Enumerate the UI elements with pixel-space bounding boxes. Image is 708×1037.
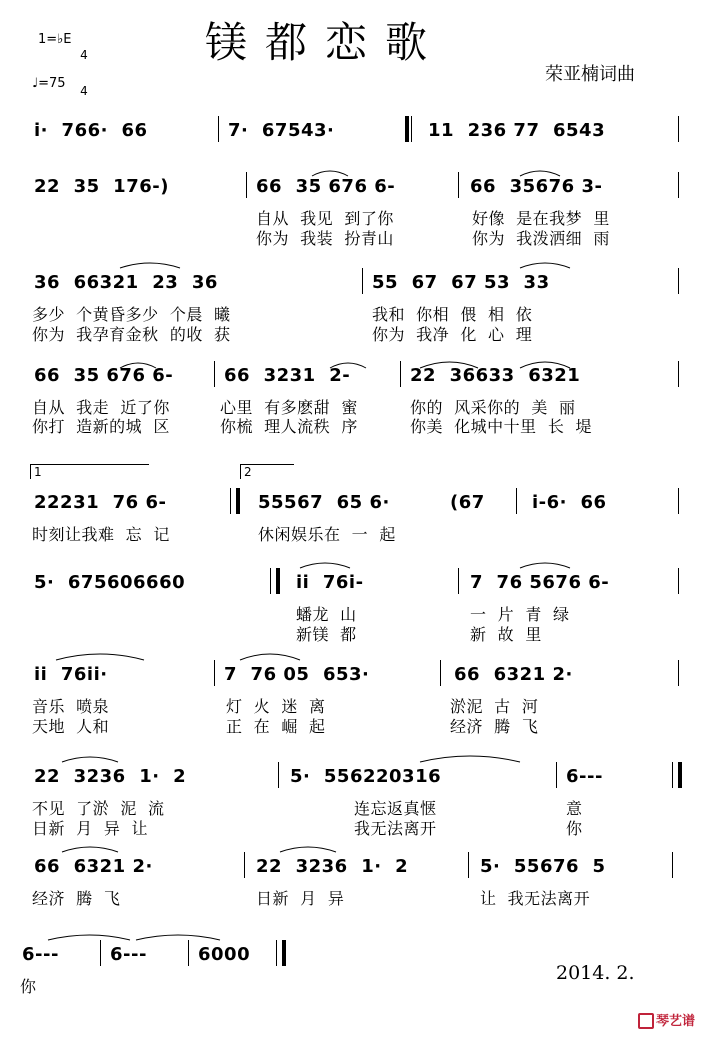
measure: 55567 65 6· — [258, 492, 390, 513]
lyric-line: 你为 我净 化 心 理 — [372, 325, 533, 344]
lyric-line: 我和 你相 偎 相 依 — [372, 305, 533, 324]
lyric-line: 日新 月 异 — [256, 889, 345, 908]
slur — [420, 756, 520, 762]
time-signature-bottom: 4 — [80, 84, 88, 98]
slur-marks — [48, 171, 570, 940]
slur — [120, 263, 180, 268]
watermark: 琴艺谱 — [656, 1014, 696, 1029]
lyric-line: 灯 火 迷 离 — [226, 697, 326, 716]
measure: 66 3231 2- — [224, 365, 351, 386]
lyric-line: 休闲娱乐在 一 起 — [258, 525, 396, 544]
lyric-line: 意 — [566, 799, 583, 818]
measure: ii 76i- — [296, 572, 364, 593]
measure: 6--- — [110, 944, 147, 965]
lyric-line: 一 片 青 绿 — [470, 605, 570, 624]
lyric-line: 好像 是在我梦 里 — [472, 209, 610, 228]
measure: 22 3236 1· 2 — [256, 856, 409, 877]
measure: 6--- — [566, 766, 603, 787]
measure: ii 76ii· — [34, 664, 108, 685]
measure: 22 3236 1· 2 — [34, 766, 187, 787]
measure: 7 76 05 653· — [224, 664, 370, 685]
lyric-line: 我无法离开 — [354, 819, 437, 838]
slur — [136, 935, 220, 940]
slur — [520, 263, 570, 268]
lyric-line: 音乐 喷泉 — [32, 697, 110, 716]
measure: 66 35676 3- — [470, 176, 603, 197]
slur — [520, 563, 570, 568]
measure: 5· 675606660 — [34, 572, 186, 593]
lyric-line: 多少 个黄昏多少 个晨 曦 — [32, 305, 231, 324]
lyric-line: 日新 月 异 让 — [32, 819, 149, 838]
measure: 5· 55676 5 — [480, 856, 606, 877]
measure: 22 36633 6321 — [410, 365, 581, 386]
measure: 6--- — [22, 944, 59, 965]
slur — [48, 935, 130, 940]
lyric-line: 自从 我见 到了你 — [256, 209, 394, 228]
measure: 5· 556220316 — [290, 766, 442, 787]
slur — [240, 654, 300, 660]
lyric-line: 自从 我走 近了你 — [32, 398, 170, 417]
time-signature-top: 4 — [80, 48, 88, 62]
slur — [120, 363, 156, 368]
slur — [520, 362, 570, 368]
second-ending-bracket: 2 — [240, 464, 294, 479]
lyric-line: 你 — [20, 977, 37, 996]
measure: 66 35 676 6- — [34, 365, 174, 386]
measure: 7· 67543· — [228, 120, 335, 141]
lyric-line: 你为 我孕育金秋 的收 获 — [32, 325, 231, 344]
lyric-line: 不见 了淤 泥 流 — [32, 799, 165, 818]
measure: (67 — [450, 492, 485, 513]
slur — [420, 362, 478, 368]
lyric-line: 连忘返真惬 — [354, 799, 437, 818]
lyric-line: 新镁 都 — [296, 625, 357, 644]
lyric-line: 蟠龙 山 — [296, 605, 357, 624]
measure: 22231 76 6- — [34, 492, 167, 513]
measure: 55 67 67 53 33 — [372, 272, 550, 293]
slur — [312, 171, 348, 176]
lyric-line: 你打 造新的城 区 — [32, 417, 170, 436]
lyric-line: 淤泥 古 河 — [450, 697, 539, 716]
measure: 66 35 676 6- — [256, 176, 396, 197]
slur — [300, 563, 350, 568]
lyric-line: 让 我无法离开 — [480, 889, 591, 908]
lyric-line: 你的 风采你的 美 丽 — [410, 398, 576, 417]
measure: 66 6321 2· — [454, 664, 573, 685]
first-ending-bracket: 1 — [30, 464, 149, 479]
lyric-line: 你梳 理人流秩 序 — [220, 417, 358, 436]
lyric-line: 你为 我装 扮青山 — [256, 229, 394, 248]
song-title: 镁都恋歌 — [205, 18, 446, 67]
slur — [56, 654, 144, 660]
date-stamp: 2014. 2. — [556, 962, 635, 984]
lyric-line: 正 在 崛 起 — [226, 717, 326, 736]
lyric-line: 经济 腾 飞 — [32, 889, 121, 908]
key-signature: 1=♭E — [38, 32, 72, 47]
slur — [330, 363, 366, 368]
measure: 22 35 176-) — [34, 176, 169, 197]
lyric-line: 新 故 里 — [470, 625, 542, 644]
measure: 36 66321 23 36 — [34, 272, 218, 293]
slur — [280, 847, 336, 852]
lyric-line: 经济 腾 飞 — [450, 717, 539, 736]
slur — [520, 171, 560, 176]
measure: i-6· 66 — [532, 492, 607, 513]
slur — [62, 757, 118, 762]
lyric-line: 天地 人和 — [32, 717, 110, 736]
lyric-line: 你美 化城中十里 长 堤 — [410, 417, 593, 436]
measure: 6000 — [198, 944, 251, 965]
lyric-line: 你为 我泼洒细 雨 — [472, 229, 610, 248]
measure: 7 76 5676 6- — [470, 572, 610, 593]
lyric-line: 你 — [566, 819, 583, 838]
tempo-marking: ♩=75 — [32, 76, 66, 91]
slur — [62, 847, 118, 852]
lyric-line: 时刻让我难 忘 记 — [32, 525, 170, 544]
measure: 11 236 77 6543 — [428, 120, 606, 141]
composer-credit: 荣亚楠词曲 — [545, 64, 635, 85]
measure: 66 6321 2· — [34, 856, 153, 877]
measure: i· 766· 66 — [34, 120, 148, 141]
lyric-line: 心里 有多麽甜 蜜 — [220, 398, 358, 417]
